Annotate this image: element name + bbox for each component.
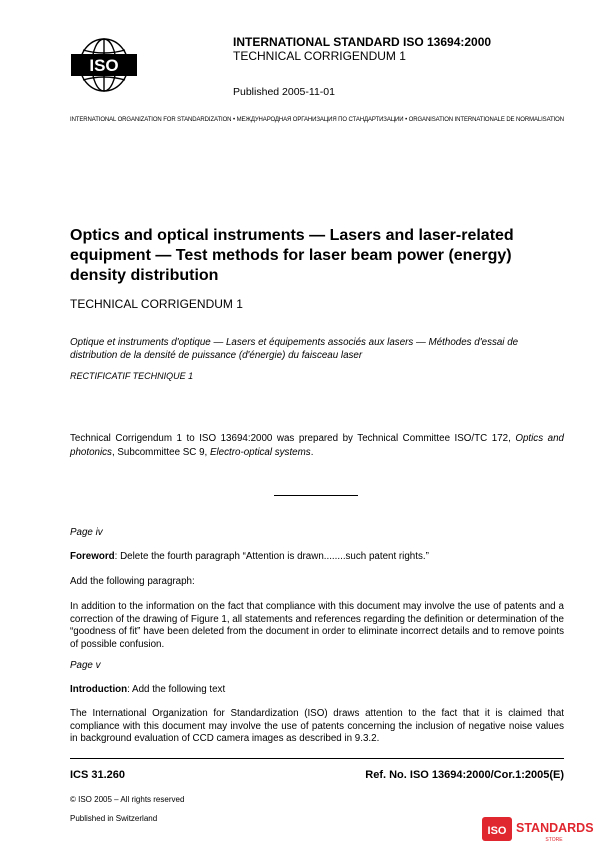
org-name-en: INTERNATIONAL ORGANIZATION FOR STANDARDIZATION	[70, 117, 232, 123]
footer-divider	[70, 758, 564, 759]
org-separator: •	[232, 117, 235, 123]
iso-standards-store-badge[interactable]	[482, 815, 594, 843]
logo-text: ISO	[89, 56, 119, 75]
foreword-text: : Delete the fourth paragraph “Attention is drawn........such patent rights.”	[114, 551, 429, 562]
intro-text: : Add the following text	[127, 684, 226, 695]
foreword-label: Foreword	[70, 551, 115, 562]
french-title: Optique et instruments d'optique — Lasers et équipements associés aux lasers — Méthodes d'essai de distribution de la densité de puissance (d'énergie) du faisceau laser	[70, 337, 519, 361]
iso-logo	[69, 36, 139, 94]
french-subtitle: RECTIFICATIF TECHNIQUE 1	[70, 371, 194, 381]
ics-code: ICS 31.260	[70, 769, 126, 781]
prep-text: Technical Corrigendum 1 to ISO 13694:2000 was prepared by Technical Committee ISO/TC 172,	[70, 433, 516, 444]
page-v-heading: Page v	[70, 660, 101, 671]
org-name-ru: МЕЖДУНАРОДНАЯ ОРГАНИЗАЦИЯ ПО СТАНДАРТИЗАЦИИ	[236, 117, 404, 123]
badge-standards-text: STANDARDS	[516, 821, 594, 835]
org-name-fr: ORGANISATION INTERNATIONALE DE NORMALISATION	[408, 117, 564, 123]
committee-name: Optics and photonics	[70, 433, 564, 458]
introduction-instruction	[70, 684, 564, 697]
copyright-notice: © ISO 2005 – All rights reserved	[70, 795, 185, 804]
prep-text: .	[310, 447, 314, 458]
preparation-statement	[70, 432, 564, 460]
published-date: Published 2005-11-01	[233, 86, 335, 98]
published-in: Published in Switzerland	[70, 814, 158, 823]
reference-number: Ref. No. ISO 13694:2000/Cor.1:2005(E)	[365, 769, 564, 781]
org-separator: •	[405, 117, 408, 123]
badge-store-text: STORE	[545, 837, 563, 843]
add-paragraph-instruction: Add the following paragraph:	[70, 576, 195, 587]
introduction-paragraph: The International Organization for Standardization (ISO) draws attention to the fact that it is claimed that compliance with this document may involve the use of patents concerning the inclusion of negative noise values in background evaluation of CCD camera images as described in 9.3.2.	[70, 708, 564, 744]
standard-number: INTERNATIONAL STANDARD ISO 13694:2000	[233, 35, 492, 49]
organization-names	[70, 117, 564, 123]
page-iv-heading: Page iv	[70, 527, 103, 538]
intro-label: Introduction	[70, 684, 128, 695]
addition-paragraph: In addition to the information on the fact that compliance with this document may involve the use of patents and a correction of the drawing of Figure 1, all statements and references regarding the definition or determination of the “goodness of fit” have been deleted from the document in order to eliminate incorrect details and to remove points of possible confusion.	[70, 601, 564, 650]
document-title: Optics and optical instruments — Lasers and laser-related equipment — Test methods for laser beam power (energy) density distribution	[70, 227, 514, 284]
subcommittee-name: Electro-optical systems	[209, 447, 311, 458]
divider	[274, 495, 358, 496]
corrigendum-label: TECHNICAL CORRIGENDUM 1	[233, 49, 406, 63]
document-subtitle: TECHNICAL CORRIGENDUM 1	[70, 297, 243, 311]
foreword-instruction	[70, 551, 564, 564]
prep-text: , Subcommittee SC 9,	[111, 447, 210, 458]
badge-iso-text: ISO	[487, 825, 507, 837]
